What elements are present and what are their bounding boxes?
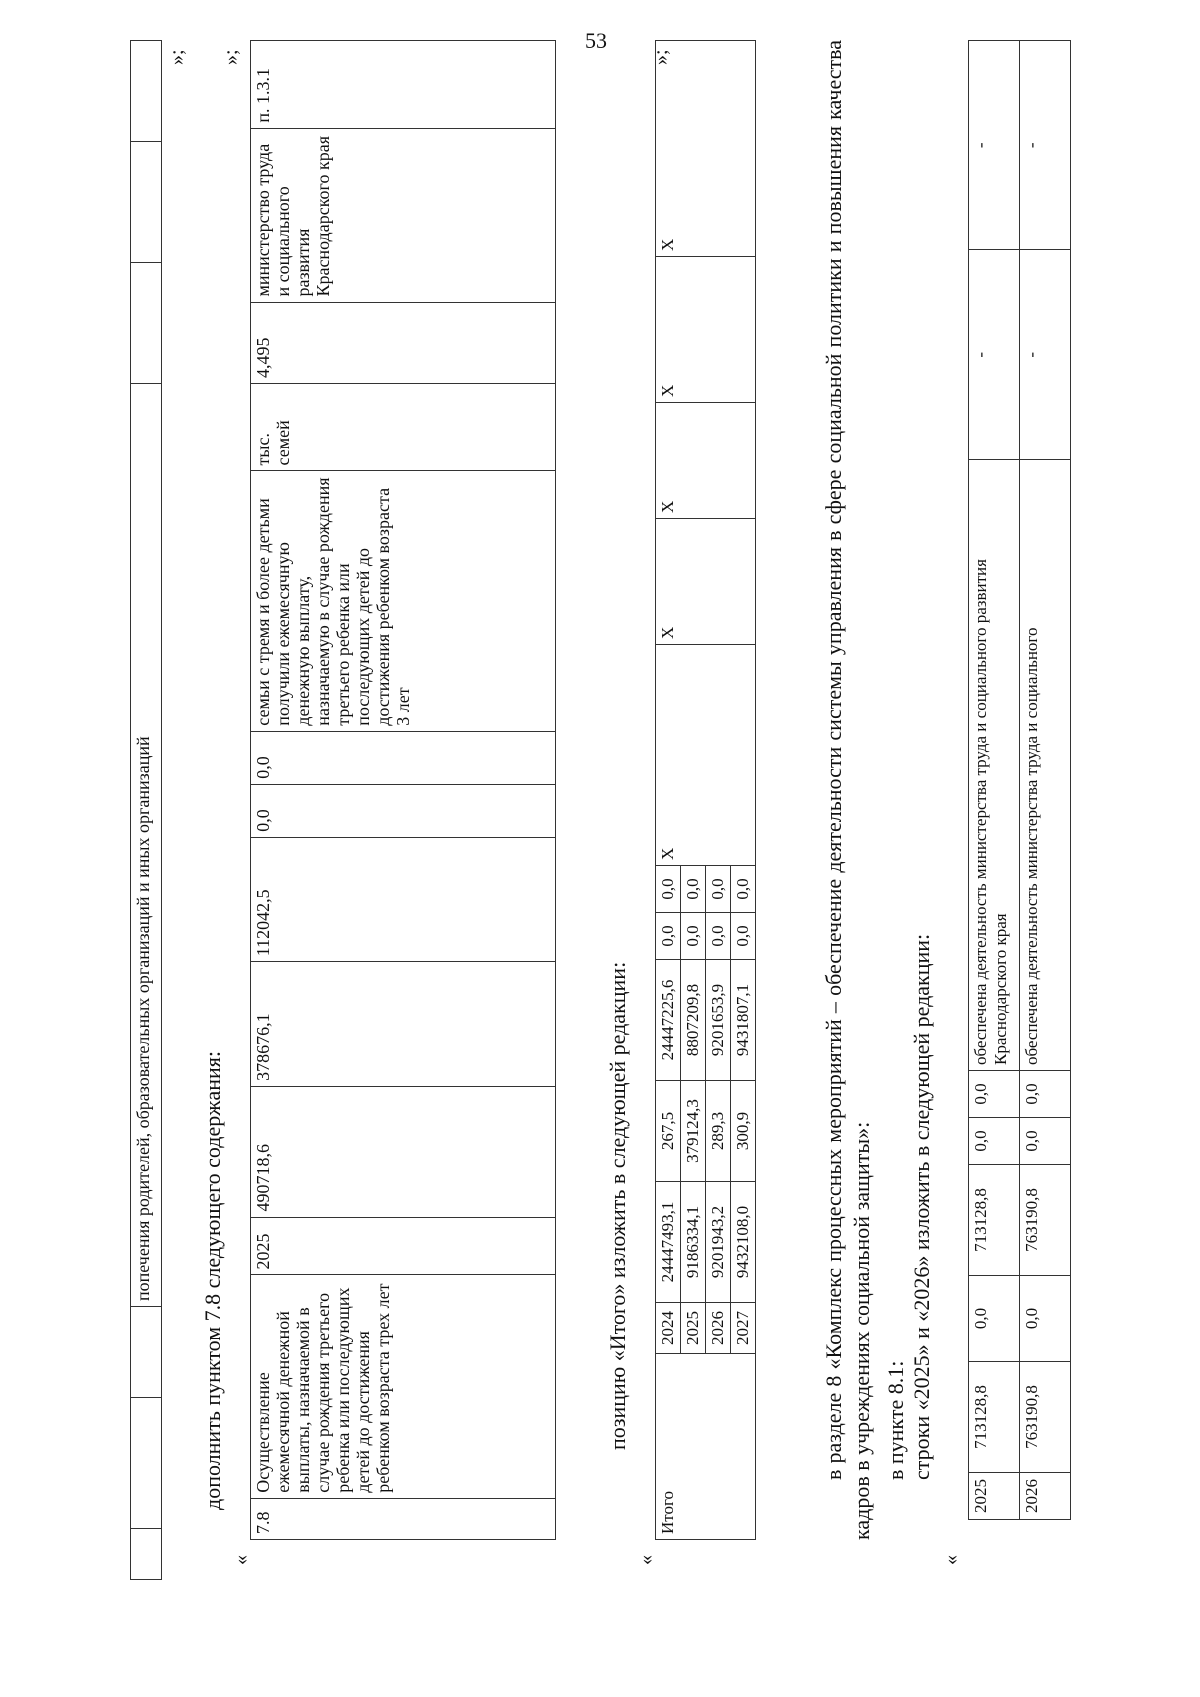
opening-quote-1: « (230, 1555, 252, 1565)
itogo-kb: 9201653,9 (706, 960, 731, 1081)
itogo-year: 2025 (681, 1303, 706, 1354)
itogo-total: 9201943,2 (706, 1182, 731, 1303)
row-dash: - (1020, 250, 1071, 460)
intro-add-paragraph: дополнить пунктом 7.8 следующего содержания: (200, 1051, 225, 1510)
itogo-fb: 289,3 (706, 1081, 731, 1182)
value-cell: 4,495 (251, 302, 556, 383)
itogo-year: 2024 (656, 1303, 681, 1354)
empty-cell (131, 1398, 162, 1529)
closing-quote-1: »; (166, 49, 188, 65)
mb-cell: 0,0 (251, 784, 556, 837)
row-fb: 0,0 (969, 1276, 1020, 1362)
itogo-x: X (656, 403, 756, 519)
total-cell: 490718,6 (251, 1086, 556, 1217)
fb-cell: 378676,1 (251, 962, 556, 1087)
row-dash: - (969, 250, 1020, 460)
continuation-table (130, 40, 162, 1580)
point-8-1-table (968, 40, 1071, 1520)
row-year: 2025 (969, 1473, 1020, 1520)
itogo-fb: 267,5 (656, 1081, 681, 1182)
itogo-mb: 0,0 (681, 913, 706, 960)
itogo-fb: 379124,3 (681, 1081, 706, 1182)
year-cell: 2025 (251, 1217, 556, 1275)
row-mb: 0,0 (969, 1118, 1020, 1165)
itogo-x: X (656, 41, 756, 257)
itogo-table (655, 40, 756, 1540)
itogo-label: Итого (656, 1354, 756, 1540)
indicator-cell: семьи с тремя и более детьми получили ежемесячную денежную выплату, назначаемую в случае рождения третьего ребенка или последующих детей до достижения ребенком возраста 3 лет (251, 471, 556, 731)
row-kb: 713128,8 (969, 1165, 1020, 1276)
row-total: 713128,8 (969, 1362, 1020, 1473)
itogo-x: X (656, 519, 756, 645)
rotated-page-content (130, 40, 1070, 1580)
closing-quote-3: »; (650, 49, 672, 65)
itogo-vb: 0,0 (681, 866, 706, 913)
reference-cell: п. 1.3.1 (251, 41, 556, 129)
itogo-x: X (656, 645, 756, 866)
rows-edit-paragraph: строки «2025» и «2026» изложить в следующей редакции: (909, 933, 934, 1480)
row-vb: 0,0 (969, 1071, 1020, 1118)
itogo-total: 9432108,0 (731, 1182, 756, 1303)
empty-cell (131, 1307, 162, 1398)
row-result-text: обеспечена деятельность министерства труда и социального (1020, 460, 1071, 1071)
empty-cell (131, 142, 162, 263)
itogo-mb: 0,0 (706, 913, 731, 960)
empty-cell (131, 1529, 162, 1580)
itogo-vb: 0,0 (731, 866, 756, 913)
row-fb: 0,0 (1020, 1276, 1071, 1362)
itogo-kb: 8807209,8 (681, 960, 706, 1081)
point-8-1-paragraph: в пункте 8.1: (883, 1360, 908, 1480)
closing-quote-2: »; (220, 49, 242, 65)
itogo-x: X (656, 257, 756, 403)
itogo-total: 9186334,1 (681, 1182, 706, 1303)
row-year: 2026 (1020, 1473, 1071, 1520)
continuation-text: попечения родителей, образовательных организаций и иных организаций (131, 384, 162, 1307)
empty-cell (131, 263, 162, 384)
vb-cell: 0,0 (251, 731, 556, 784)
section-8-paragraph: в разделе 8 «Комплекс процессных мероприятий – обеспечение деятельности системы управления в сфере социальной политики и повышения качества кадров в учреждениях социальной защиты»: (821, 40, 874, 1540)
row-number: 7.8 (251, 1498, 556, 1539)
row-dash: - (969, 41, 1020, 251)
row-mb: 0,0 (1020, 1118, 1071, 1165)
itogo-kb: 24447225,6 (656, 960, 681, 1081)
kb-cell: 112042,5 (251, 837, 556, 962)
itogo-mb: 0,0 (731, 913, 756, 960)
itogo-mb: 0,0 (656, 913, 681, 960)
page-number: 53 (585, 28, 607, 53)
opening-quote-2: « (635, 1555, 657, 1565)
intro-itogo-paragraph: позицию «Итого» изложить в следующей редакции: (605, 961, 630, 1450)
row-result-text: обеспечена деятельность министерства труда и социального развития Краснодарского края (969, 460, 1020, 1071)
executor-cell: министерство труда и социального развития Краснодарского края (251, 128, 556, 302)
measure-name: Осуществление ежемесячной денежной выплаты, назначаемой в случае рождения третьего ребенка или последующих детей до достижения ребенком возраста трех лет (251, 1275, 556, 1498)
unit-cell: тыс. семей (251, 383, 556, 471)
itogo-kb: 9431807,1 (731, 960, 756, 1081)
itogo-total: 24447493,1 (656, 1182, 681, 1303)
row-kb: 763190,8 (1020, 1165, 1071, 1276)
itogo-year: 2027 (731, 1303, 756, 1354)
itogo-vb: 0,0 (706, 866, 731, 913)
itogo-year: 2026 (706, 1303, 731, 1354)
row-7-8-table (250, 40, 556, 1540)
itogo-fb: 300,9 (731, 1081, 756, 1182)
row-total: 763190,8 (1020, 1362, 1071, 1473)
opening-quote-3: « (940, 1555, 962, 1565)
itogo-vb: 0,0 (656, 866, 681, 913)
row-vb: 0,0 (1020, 1071, 1071, 1118)
row-dash: - (1020, 41, 1071, 251)
empty-cell (131, 41, 162, 142)
